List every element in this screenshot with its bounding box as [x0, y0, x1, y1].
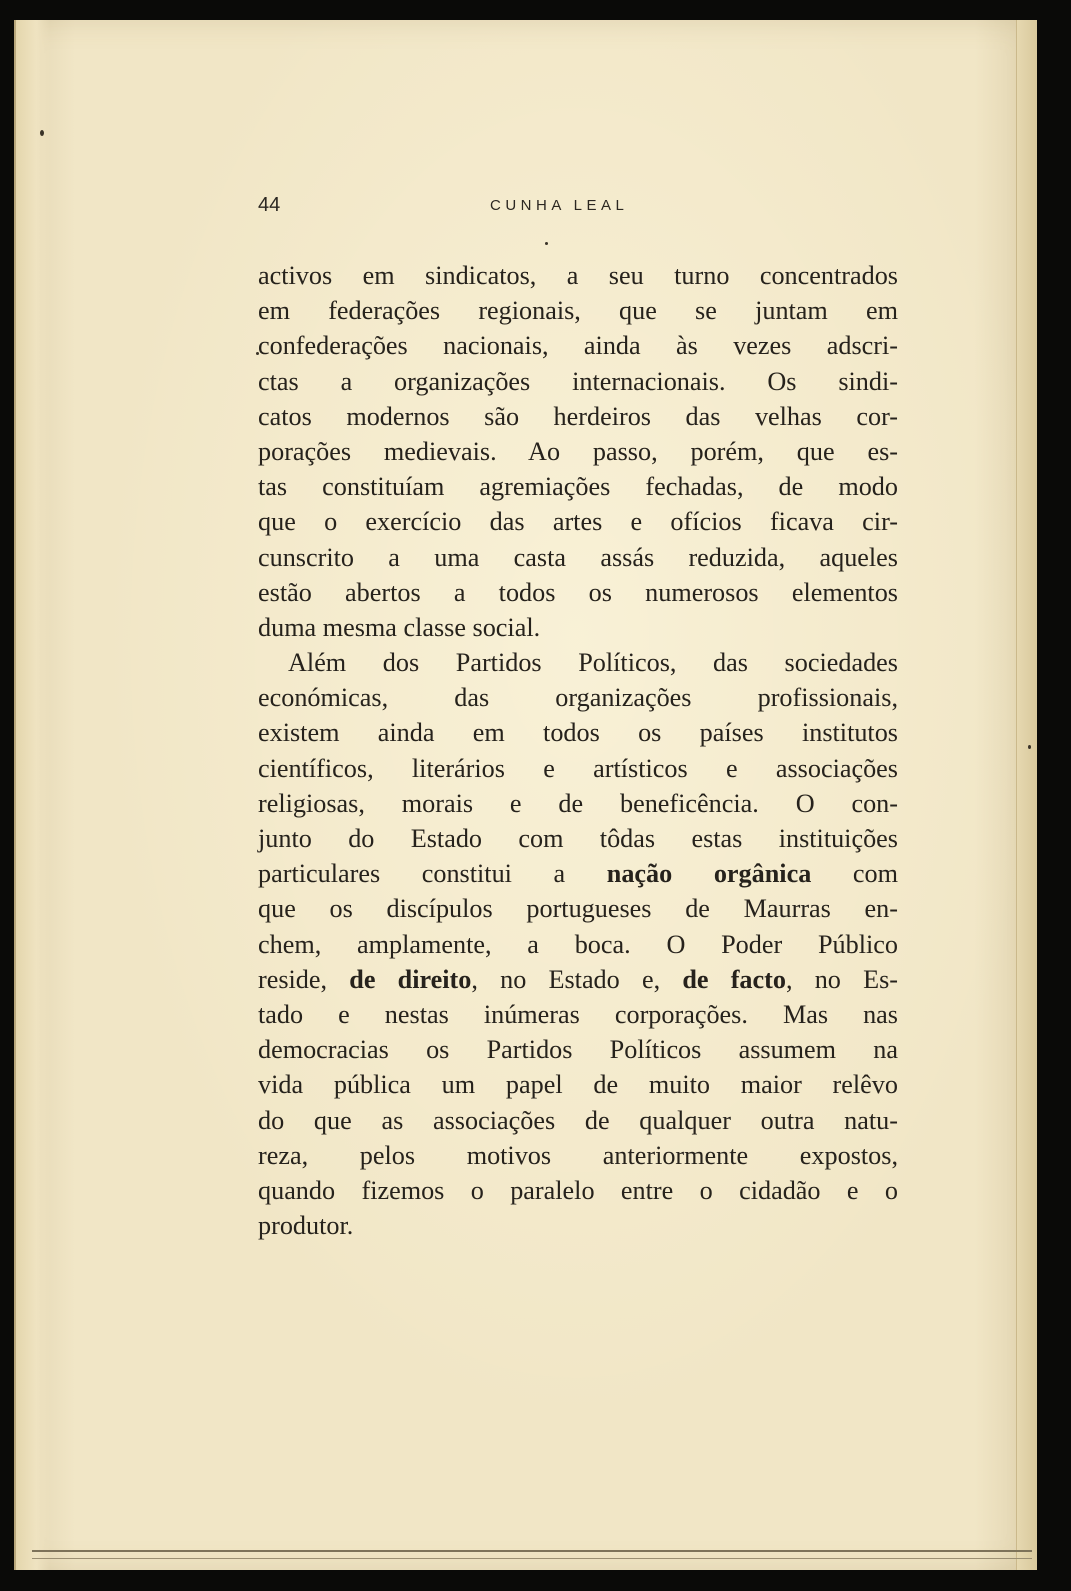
- text-run: democracias os Partidos Políticos assumem na: [258, 1035, 898, 1065]
- text-line: [258, 751, 898, 786]
- text-line: [258, 962, 898, 997]
- text-line: [258, 645, 898, 680]
- page-fold-edge: [14, 20, 50, 1570]
- body-text: [258, 258, 898, 1243]
- text-run: reside,: [258, 964, 350, 994]
- running-head: CUNHA LEAL: [490, 197, 629, 214]
- text-run: activos em sindicatos, a seu turno concentrados: [258, 261, 898, 290]
- text-run: que o exercício das artes e ofícios ficava cir-: [258, 507, 898, 537]
- text-run: Além dos Partidos Políticos, das sociedades: [288, 648, 898, 678]
- text-line: [258, 997, 898, 1032]
- text-line: [258, 364, 898, 399]
- text-line: [258, 540, 898, 575]
- text-run: porações medievais. Ao passo, porém, que es-: [258, 436, 898, 466]
- bold-term: de direito: [349, 964, 472, 994]
- text-run: do que as associações de qualquer outra natu-: [258, 1105, 898, 1135]
- page-right-edge: [1016, 20, 1037, 1570]
- text-line: [258, 434, 898, 469]
- text-line: [258, 927, 898, 962]
- text-run: com: [811, 859, 898, 889]
- ink-speck: [40, 130, 44, 136]
- text-line: [258, 469, 898, 504]
- text-run: que os discípulos portugueses de Maurras en-: [258, 894, 898, 924]
- text-run: chem, amplamente, a boca. O Poder Público: [258, 929, 898, 959]
- text-line: [258, 1173, 898, 1208]
- text-line: [258, 293, 898, 328]
- text-line: [258, 575, 898, 610]
- text-line: [258, 1138, 898, 1173]
- text-run: , no Estado e,: [471, 964, 683, 994]
- text-line: [258, 258, 898, 293]
- text-line: [258, 1032, 898, 1067]
- text-run: produtor.: [258, 1211, 354, 1241]
- text-run: cunscrito a uma casta assás reduzida, aqueles: [258, 542, 898, 572]
- text-run: religiosas, morais e de beneficência. O con-: [258, 788, 898, 818]
- text-line: [258, 715, 898, 750]
- text-line: [258, 1067, 898, 1102]
- text-run: existem ainda em todos os países institutos: [258, 718, 898, 748]
- text-run: estão abertos a todos os numerosos elementos: [258, 577, 898, 607]
- text-run: tado e nestas inúmeras corporações. Mas nas: [258, 999, 898, 1029]
- text-run: junto do Estado com tôdas estas instituições: [258, 824, 898, 853]
- text-run: vida pública um papel de muito maior relêvo: [258, 1070, 898, 1100]
- text-line: [258, 399, 898, 434]
- text-run: , no Es-: [785, 964, 898, 994]
- text-line: [258, 328, 898, 363]
- text-line: [258, 786, 898, 821]
- page-number: 44: [258, 194, 281, 216]
- text-run: tas constituíam agremiações fechadas, de modo: [258, 472, 898, 502]
- ink-speck: [1028, 745, 1031, 749]
- text-run: em federações regionais, que se juntam em: [258, 296, 898, 326]
- bottom-edge-rule: [32, 1550, 1032, 1559]
- text-run: ctas a organizações internacionais. Os sindi-: [258, 366, 898, 396]
- text-line: [258, 856, 898, 891]
- text-run: catos modernos são herdeiros das velhas cor-: [258, 401, 898, 431]
- text-line: [258, 680, 898, 715]
- bold-term: de facto: [682, 964, 786, 994]
- text-line: [258, 504, 898, 539]
- text-run: particulares constitui a: [258, 859, 607, 889]
- text-run: económicas, das organizações profissionais,: [258, 683, 898, 713]
- text-run: científicos, literários e artísticos e associações: [258, 753, 898, 783]
- ink-speck: [545, 242, 548, 245]
- page-header: [258, 194, 898, 224]
- text-line: [258, 891, 898, 926]
- text-run: confederações nacionais, ainda às vezes adscri-: [258, 331, 898, 361]
- text-line: [258, 821, 898, 856]
- text-run: reza, pelos motivos anteriormente expostos,: [258, 1140, 898, 1170]
- text-line: [258, 1103, 898, 1138]
- text-line: [258, 610, 898, 645]
- bold-term: nação orgânica: [606, 859, 812, 889]
- text-run: duma mesma classe social.: [258, 612, 541, 642]
- text-run: quando fizemos o paralelo entre o cidadão e o: [258, 1175, 898, 1205]
- text-line: [258, 1208, 898, 1243]
